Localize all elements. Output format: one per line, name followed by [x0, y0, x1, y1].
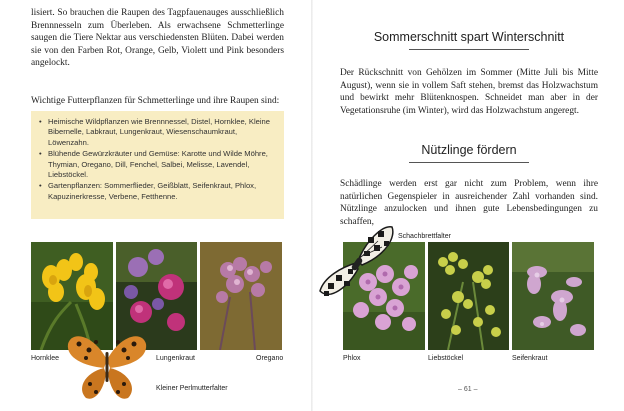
- section-heading-sommerschnitt: Sommerschnitt spart Winterschnitt: [373, 30, 565, 44]
- perlmutterfalter-image: [64, 330, 150, 402]
- page-number: – 61 –: [458, 386, 478, 393]
- section-heading-nuetzlinge: Nützlinge fördern: [421, 143, 517, 157]
- body-paragraph: Der Rückschnitt von Gehölzen im Sommer (Mitte Juli bis Mitte August), wenn sie in vollem Saft stehen, bremst das Holzwachstum und bewirkt mehr Blütenknospen. Schneidet man aber in der Vegetationsruhe (im Winter), wird das Holzwachstum angeregt.: [340, 68, 598, 116]
- caption-seifenkraut: Seifenkraut: [512, 355, 548, 362]
- list-item: • Gartenpflanzen: Sommerflieder, Geißblatt, Seifenkraut, Phlox, Kapuzinerkresse, Verbene, Fetthenne.: [39, 181, 277, 202]
- list-lead-text: Wichtige Futterpflanzen für Schmetterlinge und ihre Raupen sind:: [31, 96, 280, 106]
- heading-underline: [409, 49, 529, 50]
- list-item: • Blühende Gewürzkräuter und Gemüse: Karotte und Wilde Möhre, Thymian, Oregano, Dill, Fenchel, Salbei, Melisse, Lavendel, Liebstöckel.: [39, 149, 277, 180]
- caption-perlmutterfalter: Kleiner Perlmutterfalter: [156, 385, 228, 392]
- schachbrettfalter-image: [316, 221, 396, 303]
- caption-oregano: Oregano: [256, 355, 284, 362]
- food-plants-list: [39, 117, 277, 203]
- list-item: • Heimische Wildpflanzen wie Brennnessel, Distel, Hornklee, Kleine Bibernelle, Labkraut, Lungenkraut, Wiesenschaumkraut, Löwenzahn.: [39, 117, 277, 148]
- body-paragraph: Schädlinge werden erst gar nicht zum Problem, wenn ihre natürlichen Gegenspieler in ausreichender Zahl vorhanden sind. Nützlinge anzulocken und ihnen gute Lebensbedingungen zu schaffen,: [340, 179, 598, 227]
- liebstoeckel-photo: [428, 242, 509, 350]
- caption-hornklee: Hornklee: [31, 355, 60, 362]
- caption-lungenkraut: Lungenkraut: [156, 355, 195, 362]
- right-page: [312, 0, 624, 411]
- caption-liebstoeckel: Liebstöckel: [428, 355, 464, 362]
- caption-phlox: Phlox: [343, 355, 361, 362]
- seifenkraut-photo: [512, 242, 594, 350]
- food-plants-box: [31, 111, 284, 219]
- caption-schachbrettfalter: Schachbrettfalter: [398, 233, 451, 240]
- oregano-photo: [200, 242, 282, 350]
- heading-underline: [409, 162, 529, 163]
- body-paragraph: lisiert. So brauchen die Raupen des Tagpfauenauges ausschließlich Brennnesseln zum Überleben. Als erwachsene Schmetterlinge saugen die Tiere Nektar aus verschiedensten Blüten. Dabei werden sie von den Farben Rot, Orange, Gelb, Violett und Pink besonders angelockt.: [31, 8, 284, 69]
